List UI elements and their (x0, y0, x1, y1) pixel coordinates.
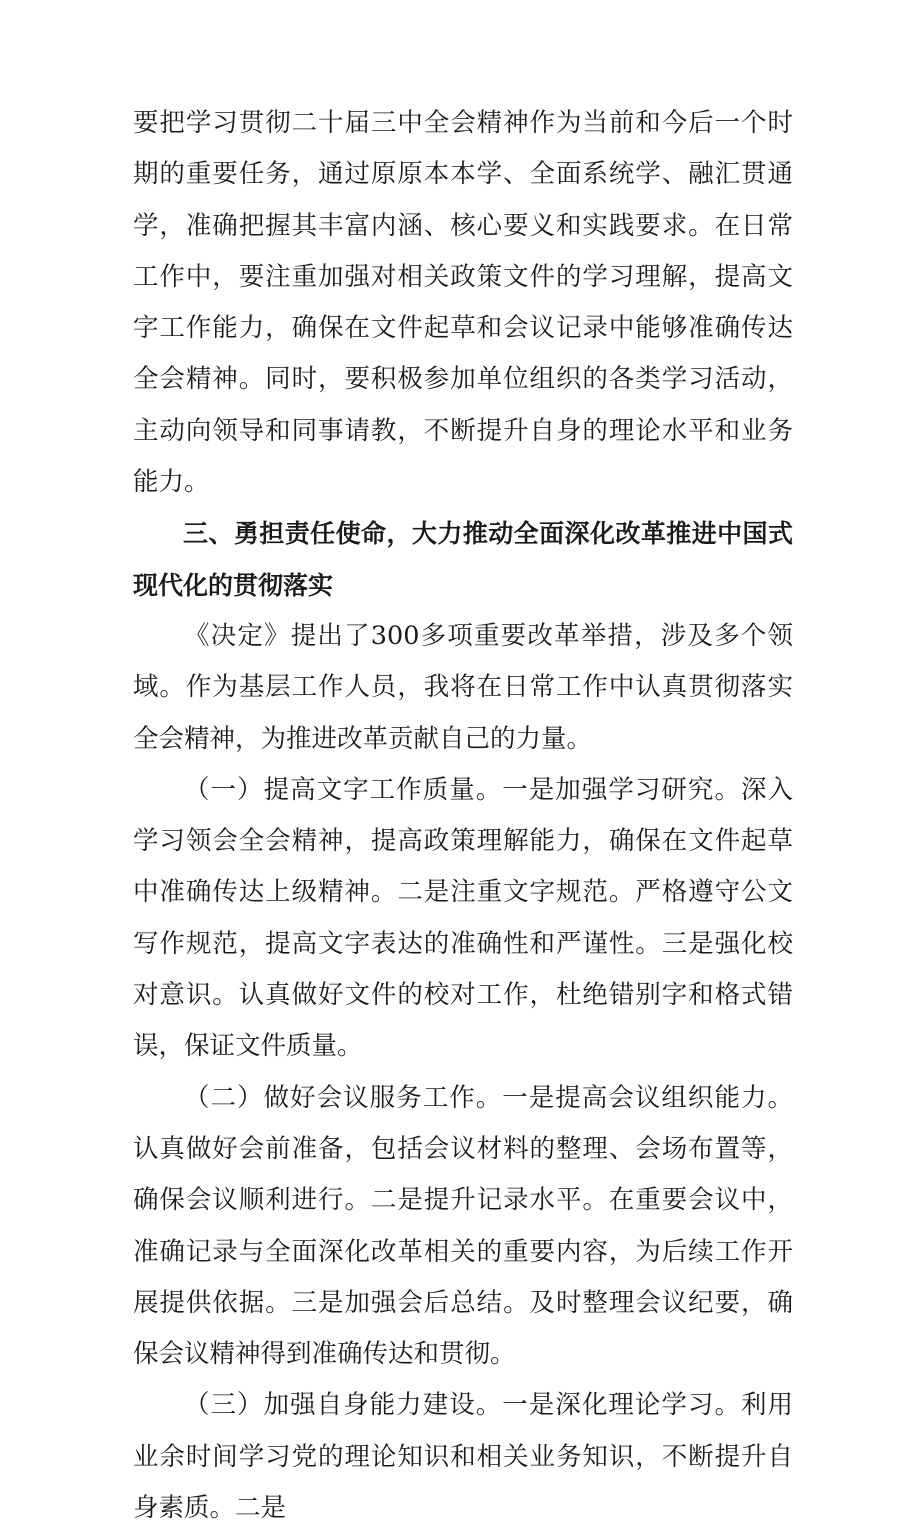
paragraph-decision-intro: 《决定》提出了300多项重要改革举措，涉及多个领域。作为基层工作人员，我将在日常工作中认真贯彻落实全会精神，为推进改革贡献自己的力量。 (133, 620, 793, 754)
section-heading-three: 三、勇担责任使命，大力推动全面深化改革推进中国式现代化的贯彻落实 (133, 519, 793, 600)
paragraph-meeting-service: （二）做好会议服务工作。一是提高会议组织能力。认真做好会前准备，包括会议材料的整理、会场布置等，确保会议顺利进行。二是提升记录水平。在重要会议中，准确记录与全面深化改革相关的重要内容，为后续工作开展提供依据。三是加强会后总结。及时整理会议纪要，确保会议精神得到准确传达和贯彻。 (133, 1082, 793, 1370)
paragraph-writing-quality: （一）提高文字工作质量。一是加强学习研究。深入学习领会全会精神，提高政策理解能力，确保在文件起草中准确传达上级精神。二是注重文字规范。严格遵守公文写作规范，提高文字表达的准确性和严谨性。三是强化校对意识。认真做好文件的校对工作，杜绝错别字和格式错误，保证文件质量。 (133, 774, 793, 1062)
document-body (133, 98, 793, 1534)
paragraph-study-tasks: 要把学习贯彻二十届三中全会精神作为当前和今后一个时期的重要任务，通过原原本本学、全面系统学、融汇贯通学，准确把握其丰富内涵、核心要义和实践要求。在日常工作中，要注重加强对相关政策文件的学习理解，提高文字工作能力，确保在文件起草和会议记录中能够准确传达全会精神。同时，要积极参加单位组织的各类学习活动，主动向领导和同事请教，不断提升自身的理论水平和业务能力。 (133, 108, 793, 498)
paragraph-self-capacity: （三）加强自身能力建设。一是深化理论学习。利用业余时间学习党的理论知识和相关业务知识，不断提升自身素质。二是 (133, 1390, 793, 1524)
